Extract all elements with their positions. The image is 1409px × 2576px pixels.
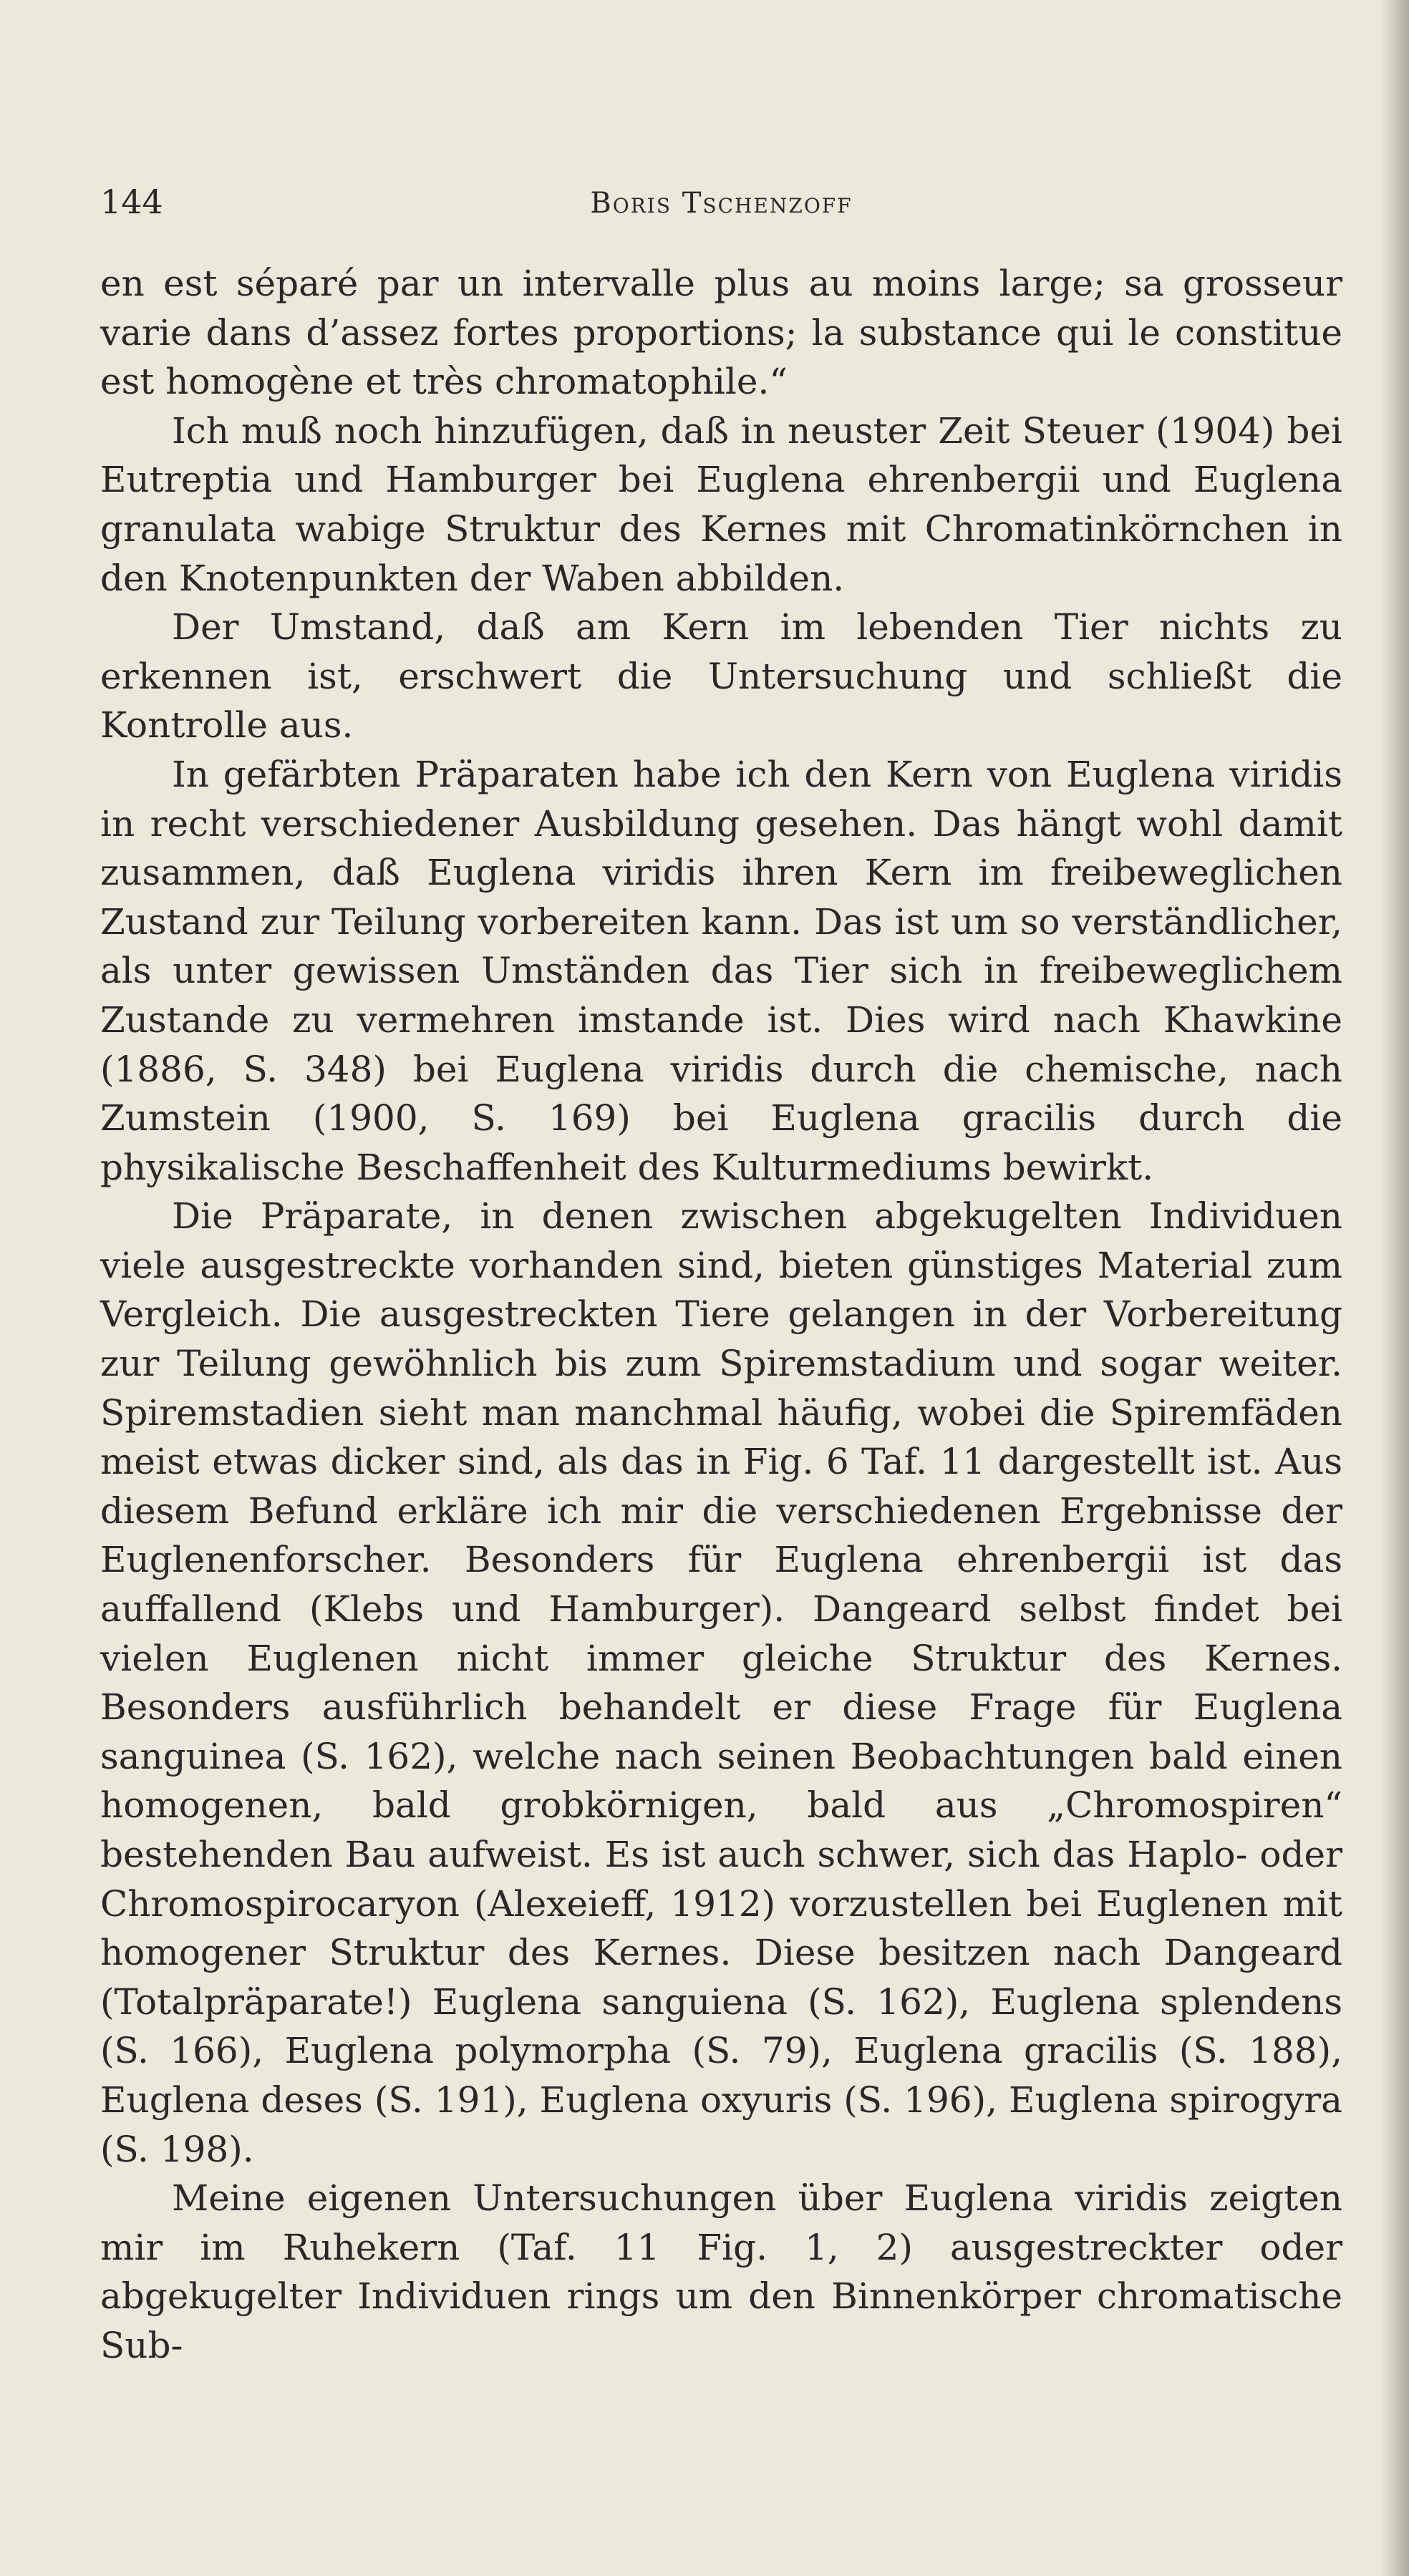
- paragraph-5: Die Präparate, in denen zwischen abgekugelten Individuen viele ausgestreckte vorhanden sind, bieten günstiges Material zum Vergleich. Die ausgestreckten Tiere gelangen in der Vorbereitung zur Teilung gewöhnlich bis zum Spiremstadium und sogar weiter. Spiremstadien sieht man manchmal häufig, wobei die Spiremfäden meist etwas dicker sind, als das in Fig. 6 Taf. 11 dargestellt ist. Aus diesem Befund erkläre ich mir die verschiedenen Ergebnisse der Euglenenforscher. Besonders für Euglena ehrenbergii ist das auffallend (Klebs und Hamburger). Dangeard selbst findet bei vielen Euglenen nicht immer gleiche Struktur des Kernes. Besonders ausführlich behandelt er diese Frage für Euglena sanguinea (S. 162), welche nach seinen Beobachtungen bald einen homogenen, bald grobkörnigen, bald aus „Chromospiren“ bestehenden Bau aufweist. Es ist auch schwer, sich das Haplo- oder Chromospirocaryon (Alexeieff, 1912) vorzustellen bei Euglenen mit homogener Struktur des Kernes. Diese besitzen nach Dangeard (Totalpräparate!) Euglena sanguiena (S. 162), Euglena splendens (S. 166), Euglena polymorpha (S. 79), Euglena gracilis (S. 188), Euglena deses (S. 191), Euglena oxyuris (S. 196), Euglena spirogyra (S. 198).: [100, 1195, 1342, 2170]
- page-number: 144: [100, 183, 163, 221]
- paragraph-1: en est séparé par un intervalle plus au moins large; sa grosseur varie dans d’assez fortes proportions; la substance qui le constitue est homogène et très chromatophile.“: [100, 263, 1342, 403]
- paragraph-6: Meine eigenen Untersuchungen über Euglena viridis zeigten mir im Ruhekern (Taf. 11 Fig. 1, 2) ausgestreckter oder abgekugelter Individuen rings um den Binnenkörper chromatische Sub-: [100, 2177, 1342, 2366]
- page-header: [100, 183, 1342, 225]
- body-text: [100, 259, 1342, 2371]
- running-head-author: Boris Tschenzoff: [590, 187, 853, 220]
- paragraph-4: In gefärbten Präparaten habe ich den Kern von Euglena viridis in recht verschiedener Ausbildung gesehen. Das hängt wohl damit zusammen, daß Euglena viridis ihren Kern im freibeweglichen Zustand zur Teilung vorbereiten kann. Das ist um so verständlicher, als unter gewissen Umständen das Tier sich in freibeweglichem Zustande zu vermehren imstande ist. Dies wird nach Khawkine (1886, S. 348) bei Euglena viridis durch die chemische, nach Zumstein (1900, S. 169) bei Euglena gracilis durch die physikalische Beschaffenheit des Kulturmediums bewirkt.: [100, 753, 1342, 1188]
- paragraph-3: Der Umstand, daß am Kern im lebenden Tier nichts zu erkennen ist, erschwert die Untersuchung und schließt die Kontrolle aus.: [100, 606, 1342, 747]
- paragraph-2: Ich muß noch hinzufügen, daß in neuster Zeit Steuer (1904) bei Eutreptia und Hamburger bei Euglena ehrenbergii und Euglena granulata wabige Struktur des Kernes mit Chromatinkörnchen in den Knotenpunkten der Waben abbilden.: [100, 409, 1342, 599]
- page-edge-shadow: [1380, 0, 1409, 2576]
